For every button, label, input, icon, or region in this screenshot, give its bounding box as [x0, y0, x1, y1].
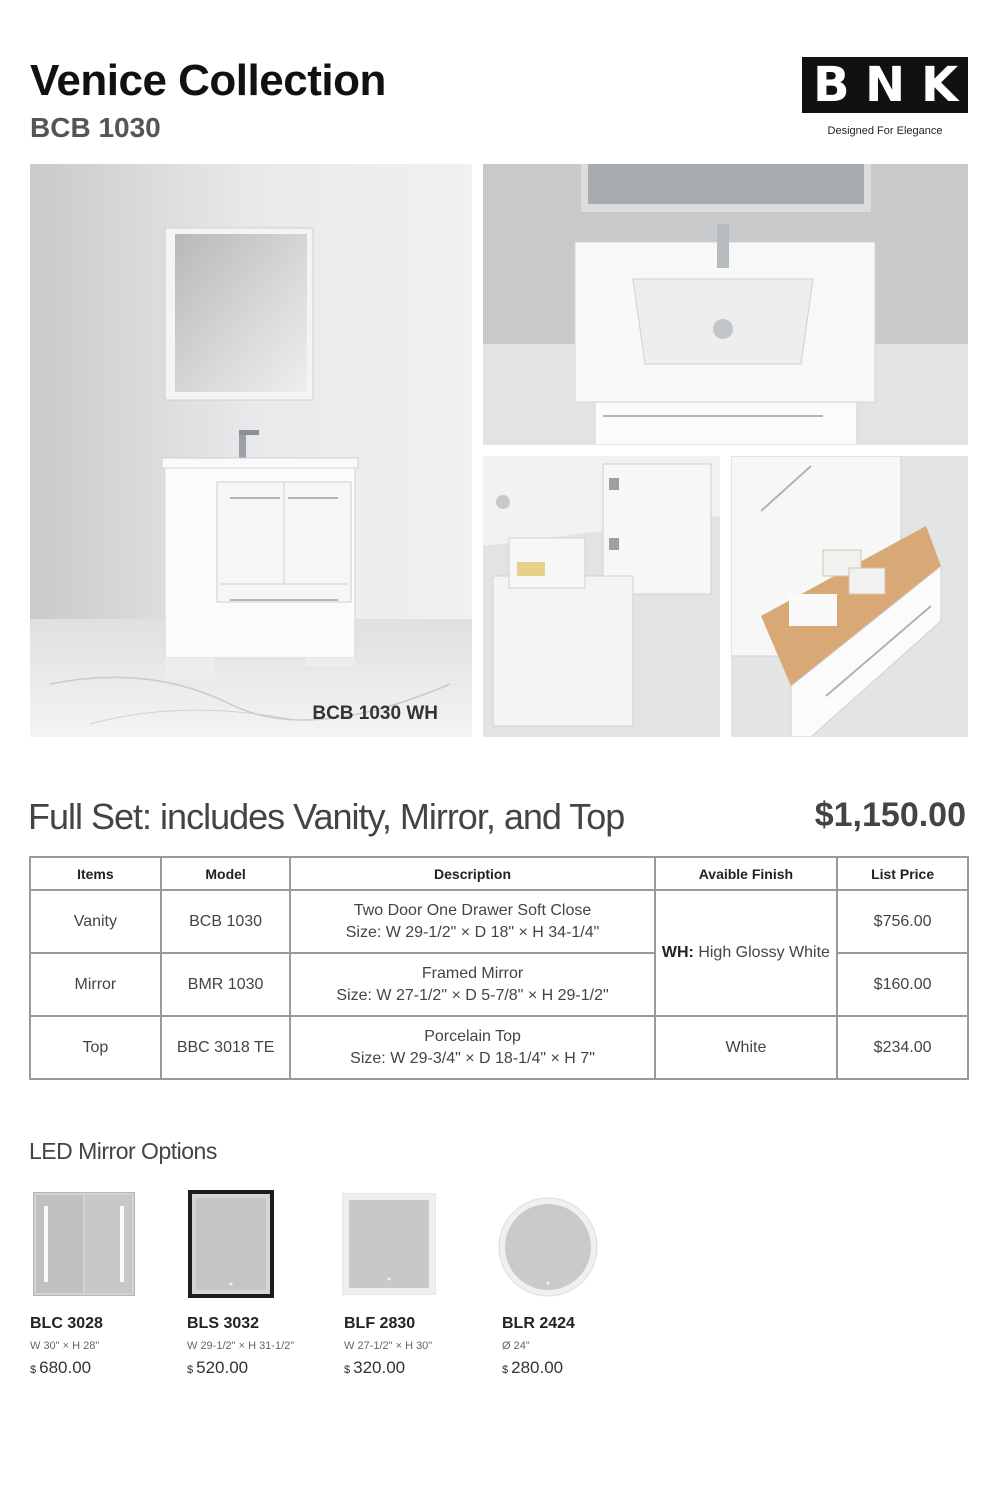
cell-item: Top [30, 1016, 161, 1079]
option-price-value: 520.00 [196, 1358, 249, 1377]
currency-symbol: $ [502, 1364, 509, 1376]
open-cabinet-photo [483, 456, 720, 737]
finish-code: WH: [661, 944, 694, 961]
black-frame-mirror-thumbnail [188, 1190, 274, 1298]
option-dimensions: Ø 24" [502, 1340, 530, 1352]
cell-model: BCB 1030 [161, 890, 291, 953]
cell-description [290, 953, 654, 1016]
finish-label: High Glossy White [698, 944, 830, 961]
currency-symbol: $ [30, 1364, 37, 1376]
model-subtitle: BCB 1030 [30, 112, 161, 143]
page-title: Venice Collection [30, 56, 386, 105]
logo-letter-n: N [865, 57, 906, 113]
frameless-led-mirror-thumbnail [342, 1193, 436, 1295]
header-items: Items [30, 857, 161, 890]
logo-letter-k: K [921, 57, 959, 113]
desc-line: Framed Mirror [421, 964, 524, 982]
cell-model: BMR 1030 [161, 953, 291, 1016]
cell-description [290, 1016, 654, 1079]
vanity-main-photo [30, 164, 472, 737]
header-list-price: List Price [837, 857, 968, 890]
cell-item: Mirror [30, 953, 161, 1016]
sink-closeup-photo [483, 164, 968, 445]
brand-tagline: Designed For Elegance [827, 125, 943, 137]
led-options-title: LED Mirror Options [29, 1138, 217, 1164]
cell-price: $234.00 [837, 1016, 968, 1079]
desc-size: Size: W 27-1/2" × D 5-7/8" × H 29-1/2" [336, 986, 609, 1004]
brand-logo [802, 57, 968, 113]
table-header-row [30, 857, 968, 890]
desc-size: Size: W 29-3/4" × D 18-1/4" × H 7" [350, 1049, 595, 1067]
option-price-value: 320.00 [353, 1358, 406, 1377]
option-dimensions: W 27-1/2" × H 30" [344, 1340, 433, 1352]
currency-symbol: $ [344, 1364, 351, 1376]
spec-table [29, 856, 969, 1080]
cell-model: BBC 3018 TE [161, 1016, 291, 1079]
cell-item: Vanity [30, 890, 161, 953]
option-price [30, 1358, 91, 1378]
cell-description [290, 890, 654, 953]
currency-symbol: $ [187, 1364, 194, 1376]
header-model: Model [161, 857, 291, 890]
option-name: BLC 3028 [30, 1315, 103, 1332]
full-set-description: Full Set: includes Vanity, Mirror, and Top [28, 796, 625, 837]
header-finish: Avaible Finish [655, 857, 838, 890]
main-photo-caption: BCB 1030 WH [312, 703, 438, 724]
table-row [30, 890, 968, 953]
cell-price: $160.00 [837, 953, 968, 1016]
header-description: Description [290, 857, 654, 890]
option-price [502, 1358, 563, 1378]
option-name: BLS 3032 [187, 1315, 260, 1332]
full-set-price: $1,150.00 [814, 796, 966, 834]
open-drawer-photo [731, 456, 968, 737]
desc-line: Two Door One Drawer Soft Close [353, 901, 592, 919]
round-led-mirror-thumbnail [498, 1197, 598, 1297]
table-row [30, 1016, 968, 1079]
option-price-value: 680.00 [39, 1358, 92, 1377]
option-dimensions: W 30" × H 28" [30, 1340, 100, 1352]
option-dimensions: W 29-1/2" × H 31-1/2" [187, 1340, 295, 1352]
desc-size: Size: W 29-1/2" × D 18" × H 34-1/4" [345, 923, 600, 941]
logo-letter-b: B [813, 57, 850, 113]
option-name: BLF 2830 [344, 1315, 416, 1332]
cell-price: $756.00 [837, 890, 968, 953]
option-price [344, 1358, 405, 1378]
cell-finish: White [655, 1016, 838, 1079]
option-price-value: 280.00 [511, 1358, 564, 1377]
option-price [187, 1358, 248, 1378]
cabinet-mirror-thumbnail [33, 1192, 135, 1296]
desc-line: Porcelain Top [424, 1027, 521, 1045]
option-name: BLR 2424 [502, 1315, 575, 1332]
cell-finish [655, 890, 838, 1016]
